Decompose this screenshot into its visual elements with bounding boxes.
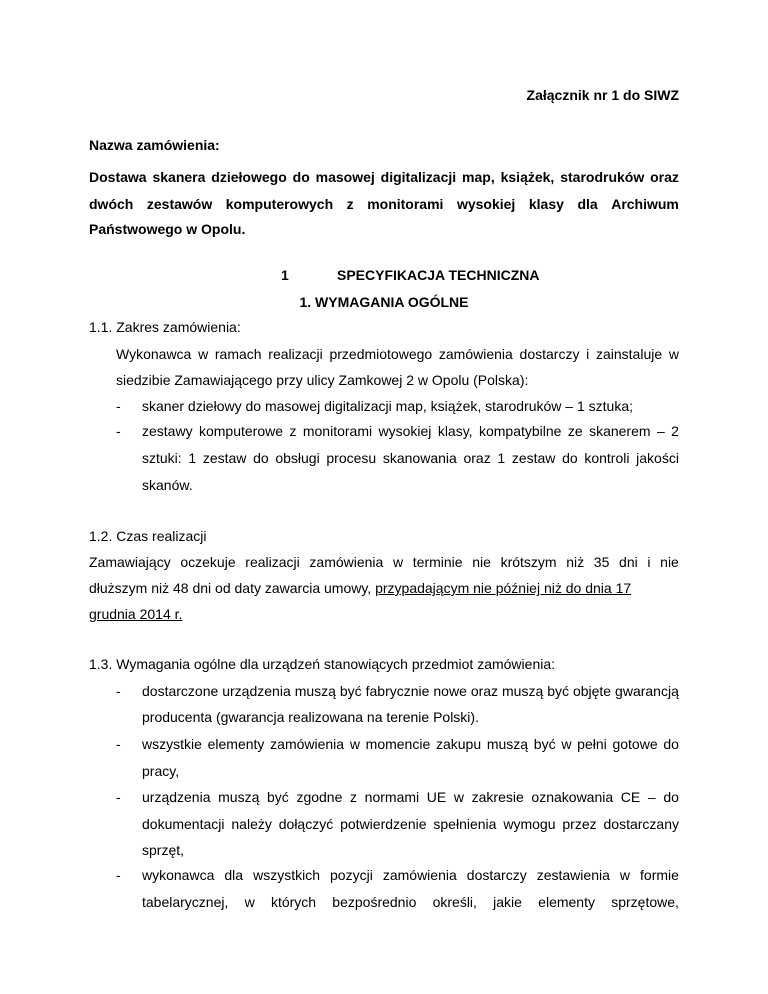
word: elementy — [538, 894, 595, 910]
word: do — [292, 169, 310, 185]
word: w — [393, 554, 404, 570]
word: i — [586, 346, 590, 362]
section-subtitle: 1. WYMAGANIA OGÓLNE — [299, 294, 469, 310]
word: muszą — [294, 683, 336, 699]
word: starodruków — [560, 169, 645, 185]
scope-item-2-line-3: skanów. — [142, 477, 193, 493]
word: krótszym — [500, 554, 557, 570]
word: dziełowego — [211, 169, 287, 185]
word: objęte — [572, 683, 612, 699]
word: pozycji — [330, 867, 373, 883]
bullet-dash: - — [116, 423, 121, 439]
order-name-line-1 — [89, 168, 679, 186]
word: w — [244, 894, 255, 910]
time-line-2-text: dłuższym niż 48 dni od daty zawarcia umowy, — [89, 580, 376, 596]
word: urządzenia — [222, 683, 291, 699]
word: określi, — [432, 894, 477, 910]
word: komputerowe — [198, 423, 284, 439]
word: niż — [566, 554, 585, 570]
bullet-dash: - — [116, 736, 121, 752]
word: zainstaluje — [595, 346, 663, 362]
word: zestaw — [511, 450, 556, 466]
word: zestawów — [146, 196, 213, 212]
word: w — [561, 736, 572, 752]
word: dostarczy — [466, 867, 527, 883]
word: procesu — [326, 450, 377, 466]
word: Wykonawca — [116, 346, 192, 362]
word: zamówienia — [438, 346, 513, 362]
word: oraz — [650, 169, 679, 185]
word: potwierdzenie — [340, 816, 427, 832]
bullet-dash: - — [116, 683, 121, 699]
general-bullet-1-line-1 — [142, 682, 679, 700]
word: ze — [567, 423, 583, 439]
word: sprzętowe, — [611, 894, 679, 910]
word: Zamawiający — [89, 554, 171, 570]
word: dni — [619, 554, 638, 570]
word: urządzenia — [142, 789, 211, 805]
word: być — [267, 789, 289, 805]
word: UE — [426, 789, 447, 805]
word: gwarancją — [615, 683, 679, 699]
word: obsługi — [275, 450, 320, 466]
word: w — [619, 867, 631, 883]
word: w — [349, 736, 360, 752]
word: momencie — [365, 736, 431, 752]
order-heading: Nazwa zamówienia: — [89, 137, 220, 153]
time-line-2 — [89, 579, 631, 597]
general-bullet-3-line-1 — [142, 788, 679, 806]
word: wszystkich — [253, 867, 320, 883]
word: zestawienia — [536, 867, 610, 883]
word: wysokiej — [456, 196, 516, 212]
attachment-label: Załącznik nr 1 do SIWZ — [526, 87, 679, 103]
word: dołączyć — [278, 816, 334, 832]
word: masowej — [315, 169, 375, 185]
scope-item-1: skaner dziełowy do masowej digitalizacji map, książek, starodruków – 1 sztuka; — [142, 398, 633, 414]
word: monitorami — [302, 423, 373, 439]
word: zakresie — [471, 789, 524, 805]
word: przez — [562, 816, 597, 832]
word: należy — [231, 816, 272, 832]
scope-item-2-line-1 — [142, 422, 679, 440]
section-title: SPECYFIKACJA TECHNICZNA — [337, 267, 540, 283]
general-bullet-4-line-2 — [142, 893, 679, 911]
word: 1 — [497, 450, 506, 466]
word: oraz — [463, 450, 491, 466]
section-number: 1 — [281, 267, 289, 283]
word: 35 — [593, 554, 610, 570]
word: być — [533, 736, 556, 752]
general-bullet-4-line-1 — [142, 866, 679, 884]
word: komputerowych — [225, 196, 334, 212]
word: 1 — [188, 450, 197, 466]
word: przedmiotowego — [329, 346, 433, 362]
word: monitorami — [367, 196, 444, 212]
word: skanerem — [589, 423, 651, 439]
general-heading: 1.3. Wymagania ogólne dla urządzeń stanowiących przedmiot zamówienia: — [89, 656, 556, 672]
word: być — [339, 683, 362, 699]
word: w — [453, 789, 464, 805]
word: wymogu — [503, 816, 556, 832]
word: kontroli — [584, 450, 630, 466]
word: do — [663, 736, 679, 752]
word: zakupu — [435, 736, 482, 752]
word: dla — [224, 867, 244, 883]
word: – — [656, 423, 665, 439]
word: elementy — [207, 736, 265, 752]
word: muszą — [502, 683, 544, 699]
word: klasy, — [437, 423, 473, 439]
word: spełnienia — [433, 816, 497, 832]
word: Dostawa — [89, 169, 147, 185]
word: nowe — [433, 683, 467, 699]
word: formie — [640, 867, 679, 883]
general-bullet-2-line-1 — [142, 735, 679, 753]
word: skanowania — [382, 450, 457, 466]
word: klasy — [528, 196, 564, 212]
general-bullet-3-line-2 — [142, 815, 679, 833]
scope-heading: 1.1. Zakres zamówienia: — [89, 319, 241, 335]
scope-intro-line-2: siedzibie Zamawiającego przy ulicy Zamkowej 2 w Opolu (Polska): — [116, 372, 529, 388]
word: zestawy — [142, 423, 193, 439]
word: gotowe — [612, 736, 658, 752]
bullet-dash: - — [116, 789, 121, 805]
deadline-underlined: przypadającym nie później niż do dnia 17 — [375, 580, 632, 596]
word: do — [663, 789, 679, 805]
word: 2 — [671, 423, 679, 439]
word: kompatybilne — [478, 423, 562, 439]
scope-item-2-line-2 — [142, 449, 679, 467]
word: zamówienia — [270, 736, 345, 752]
word: z — [346, 196, 354, 212]
scope-intro-line-1 — [116, 345, 679, 363]
bullet-dash: - — [116, 398, 121, 414]
word: z — [350, 789, 358, 805]
word: realizacji — [268, 346, 323, 362]
word: dwóch — [89, 196, 134, 212]
word: do — [253, 450, 269, 466]
word: normami — [364, 789, 420, 805]
word: których — [270, 894, 317, 910]
word: wszystkie — [142, 736, 202, 752]
word: ramach — [214, 346, 262, 362]
word: książek, — [500, 169, 555, 185]
word: muszą — [486, 736, 529, 752]
word: dostarczy — [519, 346, 580, 362]
word: dla — [577, 196, 598, 212]
bullet-dash: - — [116, 867, 121, 883]
word: dostarczany — [603, 816, 679, 832]
word: fabrycznie — [365, 683, 430, 699]
word: CE — [620, 789, 641, 805]
word: dokumentacji — [142, 816, 225, 832]
order-name-line-2 — [89, 195, 679, 213]
word: skanera — [152, 169, 206, 185]
word: jakości — [636, 450, 679, 466]
word: map, — [462, 169, 495, 185]
word: i — [647, 554, 651, 570]
word: w — [668, 346, 679, 362]
order-name-line-3: Państwowego w Opolu. — [89, 221, 246, 237]
word: terminie — [412, 554, 463, 570]
word: oczekuje — [180, 554, 236, 570]
word: do — [562, 450, 578, 466]
word: sztuki: — [142, 450, 182, 466]
word: z — [289, 423, 297, 439]
word: oraz — [470, 683, 499, 699]
word: zamówienia — [382, 867, 457, 883]
word: jakie — [493, 894, 522, 910]
word: – — [647, 789, 656, 805]
word: zgodne — [296, 789, 343, 805]
word: nie — [472, 554, 491, 570]
word: bezpośrednio — [332, 894, 417, 910]
word: digitalizacji — [380, 169, 457, 185]
word: zestaw — [202, 450, 247, 466]
word: realizacji — [245, 554, 300, 570]
word: muszą — [218, 789, 260, 805]
word: nie — [660, 554, 679, 570]
general-bullet-3-line-3: sprzęt, — [142, 842, 185, 858]
word: zamówienia — [309, 554, 384, 570]
word: wykonawca — [142, 867, 215, 883]
time-heading: 1.2. Czas realizacji — [89, 528, 207, 544]
word: być — [547, 683, 569, 699]
word: dostarczone — [142, 683, 219, 699]
word: oznakowania — [531, 789, 614, 805]
word: Archiwum — [611, 196, 679, 212]
word: tabelarycznej, — [142, 894, 229, 910]
deadline-date: grudnia 2014 r. — [89, 606, 183, 622]
general-bullet-1-line-2: producenta (gwarancja realizowana na terenie Polski). — [142, 709, 479, 725]
time-line-1 — [89, 553, 679, 571]
general-bullet-2-line-2: pracy, — [142, 763, 180, 779]
word: wysokiej — [378, 423, 432, 439]
word: pełni — [577, 736, 607, 752]
word: w — [198, 346, 209, 362]
